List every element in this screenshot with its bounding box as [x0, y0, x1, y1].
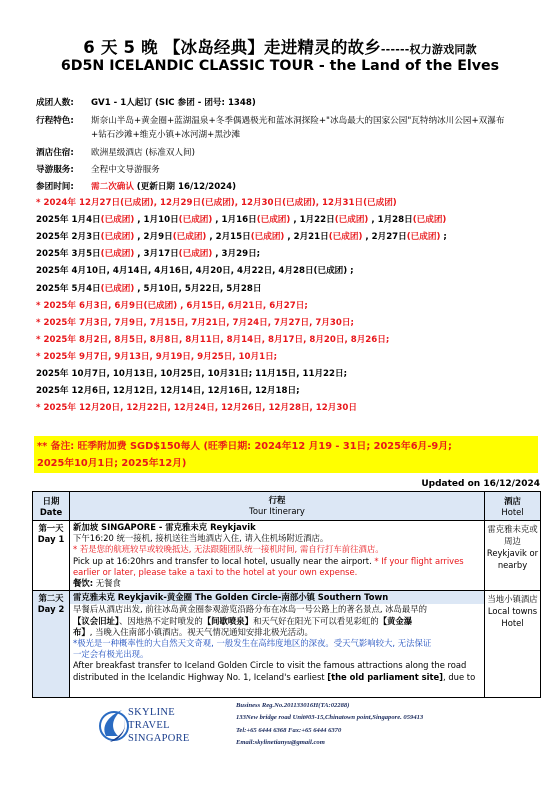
date-segment: 2025年 5月4日: [36, 283, 101, 294]
day2-hotel: 当地小镇酒店 Local towns Hotel: [485, 591, 541, 698]
day2-en: Day 2: [37, 604, 65, 615]
departure-date-line: * 2025年 8月2日, 8月5日, 8月8日, 8月11日, 8月14日, 8月17日, 8月20日, 8月26日;: [36, 334, 390, 345]
logo-line2: TRAVEL: [128, 720, 170, 731]
departure-date-line: [36, 213, 446, 225]
header-tour-en: Tour Itinerary: [249, 506, 305, 516]
date-segment: , 1月16日: [212, 215, 257, 226]
features-label: 行程特色:: [36, 116, 74, 126]
day2-label: [33, 591, 70, 698]
hotel-label: 酒店住宿:: [36, 148, 74, 158]
itinerary-row-day1: [33, 521, 541, 591]
header-tour: [70, 492, 485, 521]
date-segment: (已成团): [334, 215, 369, 226]
day2-text-6: After breakfast transfer to Iceland Golden Circle to visit the famous attractions along the road: [73, 660, 467, 671]
departure-date-line: 2025年 10月7日, 10月13日, 10月25日, 10月31日; 11月15日, 11月22日;: [36, 369, 348, 379]
group-size-value: GV1 - 1人起订 (SIC 参团 - 团号: 1348): [91, 98, 256, 108]
day2-text-1: 早餐后从酒店出发, 前往冰岛黄金圈参观游览沿路分布在冰岛一号公路上的著名景点, 冰岛最早的: [73, 604, 428, 615]
day1-meal: [73, 578, 481, 589]
date-segment: , 1月10日: [134, 215, 179, 226]
company-contact: [236, 700, 423, 750]
hotel-value: 欧洲星级酒店 (标准双人间): [91, 148, 195, 158]
date-segment: (已成团): [100, 215, 135, 226]
hotel-row: [36, 146, 195, 158]
departure-label: 参团时间:: [36, 182, 74, 192]
group-size-label: 成团人数:: [36, 98, 74, 108]
date-segment: , 3月29日;: [212, 249, 261, 260]
date-segment: (已成团): [100, 232, 135, 243]
header-date: [33, 492, 70, 521]
day2-text-7c: , due to: [443, 671, 476, 682]
day2-text-2e: 【黄金瀑: [378, 615, 413, 626]
date-segment: , 1月22日: [290, 215, 335, 226]
day1-meal-label: 餐饮:: [73, 578, 94, 589]
features-row: [36, 114, 504, 126]
date-segment: (已成团): [178, 215, 213, 226]
logo-line1: SKYLINE: [128, 707, 176, 718]
day2-text-4: *极光是一种概率性的大自然天文奇观, 一般发生在高纬度地区的深夜。受天气影响较大, 无法保证: [73, 638, 432, 649]
day2-text-7a: distributed in the Icelandic Highway No. 1, Iceland's earliest: [73, 671, 328, 682]
departure-date-line: * 2025年 9月7日, 9月13日, 9月19日, 9月25日, 10月1日;: [36, 351, 278, 362]
day1-label: [33, 521, 70, 591]
title-chinese: [0, 34, 560, 58]
day2-text-2c: 【间歇喷泉】: [202, 615, 254, 626]
guide-row: [36, 163, 160, 175]
header-date-cn: 日期: [42, 496, 60, 506]
date-segment: (已成团): [172, 232, 207, 243]
day2-title: 雷克雅未克 Reykjavik-黄金圈 The Golden Circle-南部小镇 Southern Town: [70, 591, 484, 604]
group-size-row: [36, 96, 256, 108]
day2-text-2: [73, 616, 481, 627]
company-phone: Tel:+65 6444 6368 Fax:+65 6444 6370: [236, 726, 342, 734]
header-tour-cn: 行程: [268, 495, 286, 505]
date-segment: 2025年 3月5日: [36, 249, 101, 260]
title-chinese-main: 6 天 5 晚 【冰岛经典】走进精灵的故乡: [83, 38, 381, 57]
day1-cn: 第一天: [38, 523, 64, 533]
itinerary-table: [32, 491, 541, 698]
logo-text: [128, 706, 190, 745]
departure-date-line: 2025年 4月10日, 4月14日, 4月16日, 4月20日, 4月22日, 4月28日(已成团) ;: [36, 266, 354, 277]
date-segment: (已成团): [100, 283, 135, 294]
day1-text-3b: * If your flight arrives: [374, 555, 464, 566]
day2-text-5: 一定会有极光出现。: [73, 649, 149, 660]
departure-row: [36, 180, 236, 192]
departure-date-line: [36, 247, 260, 259]
day1-text-3: [73, 556, 481, 567]
date-segment: , 1月28日: [368, 215, 413, 226]
day2-cn: 第二天: [38, 593, 64, 604]
day1-text-4: earlier or later, please take a taxi to the hotel at your own expense.: [73, 566, 358, 577]
date-segment: , 3月17日: [134, 249, 179, 260]
day2-text-2d: 和天气好在阳光下可以看见彩虹的: [253, 615, 379, 626]
date-segment: , 2月27日: [362, 232, 407, 243]
date-segment: (已成团): [250, 232, 285, 243]
header-date-en: Date: [39, 507, 63, 517]
company-email: Email:skylinetianyu@gmail.com: [236, 739, 325, 747]
day2-text-2b: 、因地热不定时喷发的: [119, 615, 203, 626]
date-segment: 2025年 1月4日: [36, 215, 101, 226]
company-logo: [98, 702, 238, 752]
surcharge-line2: 2025年10月1日; 2025年12月): [37, 458, 187, 469]
date-segment: , 2月21日: [284, 232, 329, 243]
date-segment: , 2月15日: [206, 232, 251, 243]
departure-date-line: * 2025年 7月3日, 7月9日, 7月15日, 7月21日, 7月24日, 7月27日, 7月30日;: [36, 317, 354, 328]
day2-text-2a: 【议会旧址】: [73, 615, 120, 626]
date-segment: (已成团): [100, 249, 135, 260]
day1-meal-value: 无餐食: [93, 578, 121, 589]
features-value-line2: +钻石沙滩+维克小镇+冰河湖+黑沙滩: [91, 130, 241, 140]
day1-hotel: 雷克雅未克或周边 Reykjavik or nearby: [485, 521, 541, 591]
date-segment: , 5月10日, 5月22日, 5月28日: [134, 283, 262, 294]
departure-update: (更新日期 16/12/2024): [136, 182, 237, 192]
logo-line3: SINGAPORE: [128, 733, 190, 744]
day1-text-1: 下午16:20 统一接机, 接机送往当地酒店入住, 请入住机场附近酒店。: [73, 533, 329, 544]
itinerary-row-day2: [33, 591, 541, 698]
day1-details: [70, 521, 485, 591]
date-segment: (已成团): [178, 249, 213, 260]
surcharge-line1: ** 备注: 旺季附加费 SGD$150每人 (旺季日期: 2024年12 月19 - 31日; 2025年6月-9月;: [37, 441, 452, 452]
company-footer: [98, 696, 498, 766]
business-reg: Business Reg.No.201133016H(TA:02288): [236, 702, 350, 709]
features-row-2: [91, 128, 240, 140]
updated-date: Updated on 16/12/2024: [421, 479, 540, 489]
features-value-line1: 斯奈山半岛+黄金圈+蓝湖温泉+冬季偶遇极光和蓝冰洞探险+"冰岛最大的国家公园"瓦特纳冰川公园+双瀑布: [91, 116, 505, 126]
day2-text-3b: , 当晚入住南部小镇酒店。视天气情况通知安排北极光活动。: [89, 626, 313, 637]
date-segment: , 2月9日: [134, 232, 173, 243]
day1-en: Day 1: [37, 534, 65, 544]
logo-swirl-icon: [98, 702, 132, 750]
day2-text-3a: 布】: [73, 626, 90, 637]
day1-title: 新加坡 SINGAPORE - 雷克雅未克 Reykjavik: [73, 522, 256, 532]
guide-label: 导游服务:: [36, 165, 74, 175]
day2-text-7: [73, 672, 481, 683]
departure-date-line: * 2025年 6月3日, 6月9日(已成团) , 6月15日, 6月21日, 6月27日;: [36, 300, 308, 311]
departure-date-line: * 2025年 12月20日, 12月22日, 12月24日, 12月26日, 12月28日, 12月30日: [36, 403, 357, 414]
company-address: 133New bridge road Unit#03-15,Chinatown point,Singapore. 059413: [236, 714, 424, 722]
departure-date-line: * 2024年 12月27日(已成团), 12月29日(已成团), 12月30日(已成团), 12月31日(已成团): [36, 198, 397, 208]
header-hotel-cn: 酒店: [504, 496, 521, 506]
title-english: 6D5N ICELANDIC CLASSIC TOUR - the Land of the Elves: [60, 58, 500, 74]
departure-date-line: [36, 282, 261, 294]
itinerary-header-row: [33, 492, 541, 521]
date-segment: (已成团): [328, 232, 363, 243]
date-segment: ;: [440, 232, 447, 243]
departure-date-line: [36, 230, 447, 242]
departure-date-line: 2025年 12月6日, 12月12日, 12月14日, 12月16日, 12月18日;: [36, 386, 300, 397]
guide-value: 全程中文导游服务: [91, 165, 160, 175]
date-segment: 2025年 2月3日: [36, 232, 101, 243]
date-segment: (已成团): [406, 232, 441, 243]
date-segment: (已成团): [256, 215, 291, 226]
day1-text-2: * 若是您的航班较早或较晚抵达, 无法跟随团队统一接机时间, 需自行打车前往酒店。: [73, 544, 384, 555]
peak-surcharge-note: [34, 436, 538, 473]
header-hotel: [485, 492, 541, 521]
day1-text-3a: Pick up at 16:20hrs and transfer to local hotel, usually near the airport.: [73, 555, 375, 566]
date-segment: (已成团): [412, 215, 447, 226]
day2-text-3: [73, 627, 481, 638]
departure-note: 需二次确认: [91, 182, 134, 192]
day2-text-7b: [the old parliament site]: [327, 671, 444, 682]
title-chinese-suffix: ------权力游戏同款: [380, 43, 477, 56]
day2-details: [70, 591, 485, 698]
header-hotel-en: Hotel: [501, 507, 524, 517]
